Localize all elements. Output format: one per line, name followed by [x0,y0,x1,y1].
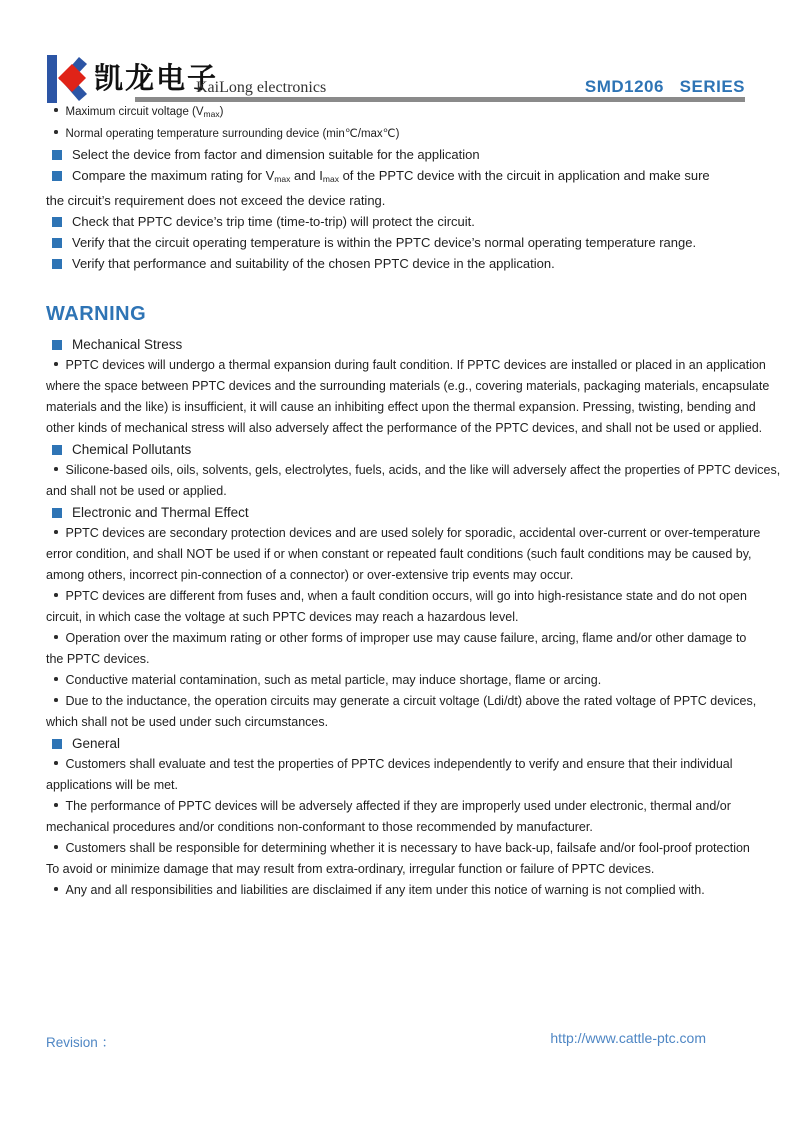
checklist-item-text: Verify that performance and suitability of the chosen PPTC device in the application. [72,256,555,271]
paragraph-line [46,586,747,607]
paragraph-line: and shall not be used or applied. [46,484,227,498]
paragraph-line: among others, incorrect pin-connection of a connector) or over-extensive trip events may occur. [46,568,574,582]
square-bullet-icon [52,150,62,160]
checklist-item-text: Check that PPTC device’s trip time (time-to-trip) will protect the circuit. [72,214,475,229]
paragraph-line: other kinds of mechanical stress will also adversely affect the performance of the PPTC devices, and shall not be used or applied. [46,421,763,435]
square-bullet-icon [52,739,62,749]
paragraph-line: mechanical procedures and/or conditions non-conformant to those recommended by manufacturer. [46,820,593,834]
paragraph-line [46,754,747,775]
paragraph-line [46,796,747,817]
selection-checklist [46,144,747,274]
subscript-text: max [322,174,339,184]
paragraph-text: Customers shall be responsible for determining whether it is necessary to have back-up, failsafe and/or fool-proof protection [65,841,750,855]
paragraph-line [46,523,761,544]
bullet-dot-icon [54,467,58,471]
paragraph-line [46,355,766,376]
subscript-text: max [274,174,291,184]
subscript-text: max [203,109,220,119]
square-bullet-icon [52,238,62,248]
paragraph-text: Silicone-based oils, oils, solvents, gels, electrolytes, fuels, acids, and the like will adversely affect the properties of PPTC devices, [65,463,781,477]
bullet-dot-icon [54,130,58,134]
paragraph-line: error condition, and shall NOT be used if or when constant or repeated fault conditions (such fault conditions may be caused by, [46,547,752,561]
paragraph-text: Any and all responsibilities and liabilities are disclaimed if any item under this notice of warning is not complied with. [65,883,705,897]
paragraph-line: which shall not be used under such circumstances. [46,715,329,729]
paragraph-line [46,880,747,901]
bullet-dot-icon [54,362,58,366]
revision-label: Revision ： [46,1035,116,1050]
checklist-item-text: Compare the maximum rating for V [72,168,275,183]
checklist-item [46,253,747,274]
warning-section-heading [46,439,747,460]
square-bullet-icon [52,171,62,181]
bullet-dot-icon [54,698,58,702]
paragraph-line [46,670,747,691]
bullet-dot-icon [54,108,58,112]
section-heading-text: Mechanical Stress [72,337,183,352]
paragraph-line: To avoid or minimize damage that may result from extra-ordinary, irregular function or failure of PPTC devices. [46,862,655,876]
square-bullet-icon [52,259,62,269]
company-name-chinese: 凯龙电子 [94,61,219,95]
paragraph-text: Conductive material contamination, such as metal particle, may induce shortage, flame or arcing. [65,673,602,687]
bullet-dot-icon [54,845,58,849]
bullet-dot-icon [54,803,58,807]
square-bullet-icon [52,340,62,350]
paragraph-text: PPTC devices will undergo a thermal expansion during fault condition. If PPTC devices are installed or placed in an application [65,358,766,372]
checklist-item [46,144,747,165]
website-link[interactable]: http://www.cattle-ptc.com [550,1030,706,1046]
checklist-item-continuation: the circuit’s requirement does not exceed the device rating. [46,193,386,208]
page-content [46,102,781,901]
paragraph-text: PPTC devices are different from fuses and, when a fault condition occurs, will go into high-resistance state and do not open [65,589,747,603]
series-title: SMD1206 SERIES [584,77,745,96]
square-bullet-icon [52,217,62,227]
list-item-text: Normal operating temperature surrounding device (min℃/max℃) [65,128,400,140]
warning-section-heading [46,733,747,754]
warning-section-heading [46,502,747,523]
section-heading-text: Electronic and Thermal Effect [72,505,249,520]
checklist-item [46,165,747,190]
paragraph-line [46,691,757,712]
kailong-logo-icon [47,55,87,103]
paragraph-line: applications will be met. [46,778,179,792]
paragraph-line [46,628,747,649]
bullet-dot-icon [54,887,58,891]
paragraph-line: materials and the like) is insufficient, it will cause an inhibiting effect upon the thermal expansion. Pressing, twisting, bending and [46,400,756,414]
square-bullet-icon [52,508,62,518]
bullet-dot-icon [54,530,58,534]
bullet-dot-icon [54,761,58,765]
paragraph-line [46,838,750,859]
section-heading-text: Chemical Pollutants [72,442,192,457]
company-name-english: KaiLong electronics [196,79,327,96]
checklist-item-text: of the PPTC device with the circuit in application and make sure [338,168,710,183]
checklist-item [46,211,747,232]
paragraph-text: Due to the inductance, the operation circuits may generate a circuit voltage (Ldi/dt) above the rated voltage of PPTC devices, [65,694,757,708]
paragraph-line [46,460,781,481]
list-item [46,102,747,124]
parameter-list [46,102,747,144]
checklist-item-text: Verify that the circuit operating temperature is within the PPTC device’s normal operating temperature range. [72,235,697,250]
bullet-dot-icon [54,593,58,597]
paragraph-text: The performance of PPTC devices will be adversely affected if they are improperly used under electronic, thermal and/or [65,799,731,813]
list-item [46,124,747,144]
paragraph-text: PPTC devices are secondary protection devices and are used solely for sporadic, accidental over-current or over-temperature [65,526,761,540]
checklist-item-text: Select the device from factor and dimension suitable for the application [72,147,480,162]
list-item-text: ) [219,106,224,118]
paragraph-line: circuit, in which case the voltage at such PPTC devices may reach a hazardous level. [46,610,519,624]
warning-body [46,334,781,901]
paragraph-text: Operation over the maximum rating or other forms of improper use may cause failure, arcing, flame and/or other damage to [65,631,747,645]
bullet-dot-icon [54,635,58,639]
warning-section-heading [46,334,747,355]
paragraph-text: Customers shall evaluate and test the properties of PPTC devices independently to verify and ensure that their individual [65,757,733,771]
square-bullet-icon [52,445,62,455]
bullet-dot-icon [54,677,58,681]
paragraph-line: where the space between PPTC devices and the surrounding materials (e.g., covering materials, packaging materials, encapsulate [46,379,770,393]
page-header [0,0,793,102]
section-heading-text: General [72,736,121,751]
paragraph-line: the PPTC devices. [46,652,150,666]
warning-heading: WARNING [46,303,147,325]
list-item-text: Maximum circuit voltage (V [65,106,204,118]
checklist-item-text: and I [290,168,323,183]
checklist-item [46,232,747,253]
